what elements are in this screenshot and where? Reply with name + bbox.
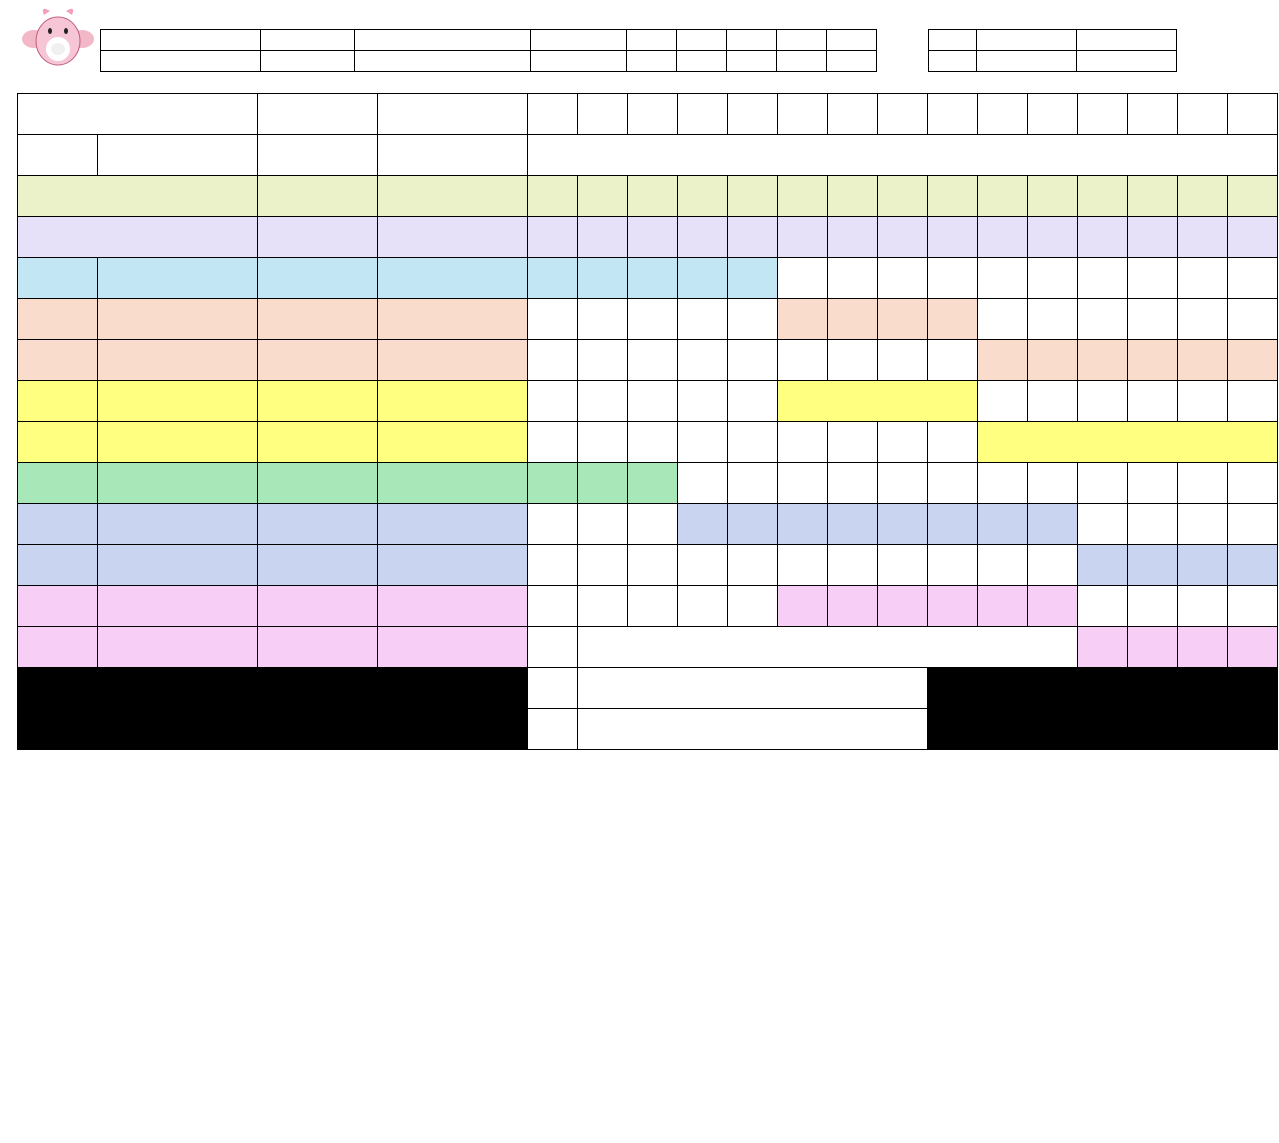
empty-cell xyxy=(778,258,828,299)
table-row xyxy=(18,504,1278,545)
level-value-cell xyxy=(828,176,878,217)
empty-cell xyxy=(678,381,728,422)
stats-table xyxy=(17,93,1278,750)
level-value-cell xyxy=(1028,709,1078,750)
empty-cell xyxy=(678,340,728,381)
level-value-cell xyxy=(1178,340,1228,381)
level-header xyxy=(978,94,1028,135)
level-value-cell xyxy=(878,504,928,545)
empty-cell xyxy=(1128,463,1178,504)
info-header xyxy=(531,30,627,51)
level-value-cell xyxy=(1228,709,1278,750)
info-header xyxy=(355,30,531,51)
level-value-cell xyxy=(678,504,728,545)
empty-cell xyxy=(1028,463,1078,504)
normal-attack-target xyxy=(258,176,378,217)
empty-cell xyxy=(778,340,828,381)
level-value-cell xyxy=(828,504,878,545)
info-value xyxy=(531,51,627,72)
level-value-cell xyxy=(778,299,828,340)
level-value-cell xyxy=(978,504,1028,545)
empty-cell xyxy=(928,545,978,586)
skill-cc xyxy=(378,258,528,299)
info-value xyxy=(777,51,827,72)
level-value-cell xyxy=(1028,340,1078,381)
trait-label xyxy=(18,135,98,176)
skill-name xyxy=(98,627,258,668)
empty-cell xyxy=(628,586,678,627)
empty-cell xyxy=(1228,381,1278,422)
level-value-cell xyxy=(678,217,728,258)
empty-cell xyxy=(828,422,878,463)
level-value-cell xyxy=(728,258,778,299)
info-value xyxy=(261,51,355,72)
table-row xyxy=(18,94,1278,135)
empty-cell xyxy=(978,381,1028,422)
empty-cell xyxy=(628,340,678,381)
buff-cell xyxy=(778,381,978,422)
unite-cc xyxy=(378,709,528,750)
level-value-cell xyxy=(928,299,978,340)
level-value-cell xyxy=(928,709,978,750)
empty-cell xyxy=(978,258,1028,299)
table-row xyxy=(18,299,1278,340)
info-value xyxy=(101,51,261,72)
level-value-cell xyxy=(978,709,1028,750)
empty-cell xyxy=(1028,258,1078,299)
skill-name xyxy=(98,258,258,299)
empty-cell xyxy=(628,545,678,586)
skill-cc xyxy=(378,504,528,545)
level-value-cell xyxy=(978,340,1028,381)
level-value-cell xyxy=(1128,217,1178,258)
skill-level xyxy=(18,463,98,504)
empty-cell xyxy=(878,545,928,586)
empty-cell xyxy=(928,340,978,381)
level-value-cell xyxy=(1028,504,1078,545)
enhanced-attack-target xyxy=(258,217,378,258)
level-header xyxy=(828,94,878,135)
empty-cell xyxy=(1028,545,1078,586)
shield-sum-label xyxy=(578,668,928,709)
skill-name xyxy=(98,381,258,422)
info-header xyxy=(727,30,777,51)
level-value-cell xyxy=(1028,217,1078,258)
skill-cc xyxy=(378,299,528,340)
skill-name xyxy=(98,504,258,545)
level-value-cell xyxy=(528,176,578,217)
skill-level xyxy=(18,504,98,545)
level-value-cell xyxy=(1128,709,1178,750)
character-info-table xyxy=(100,29,877,72)
level-header xyxy=(628,94,678,135)
level-value-cell xyxy=(528,463,578,504)
empty-cell xyxy=(528,299,578,340)
level-value-cell xyxy=(728,176,778,217)
empty-cell xyxy=(728,299,778,340)
level-value-cell xyxy=(1078,668,1128,709)
empty-cell xyxy=(1178,504,1228,545)
empty-cell xyxy=(528,381,578,422)
empty-cell xyxy=(678,586,728,627)
empty-cell xyxy=(928,258,978,299)
level-value-cell xyxy=(778,504,828,545)
unite-title xyxy=(18,668,528,709)
skill-name xyxy=(98,422,258,463)
level-value-cell xyxy=(1128,340,1178,381)
level-value-cell xyxy=(578,176,628,217)
empty-cell xyxy=(1178,381,1228,422)
table-row xyxy=(18,217,1278,258)
level-header xyxy=(528,94,578,135)
evo-header xyxy=(1077,30,1177,51)
skill-name xyxy=(98,299,258,340)
level-value-cell xyxy=(928,217,978,258)
trait-cc xyxy=(378,135,528,176)
level-value-cell xyxy=(878,217,928,258)
info-header xyxy=(261,30,355,51)
level-value-cell xyxy=(978,217,1028,258)
level-value-cell xyxy=(1078,627,1128,668)
empty-cell xyxy=(728,340,778,381)
empty-cell xyxy=(878,258,928,299)
level-value-cell xyxy=(1228,627,1278,668)
skill-target xyxy=(258,545,378,586)
level-value-cell xyxy=(528,217,578,258)
cc-header xyxy=(378,94,528,135)
empty-cell xyxy=(1228,299,1278,340)
skill-target xyxy=(258,504,378,545)
empty-cell xyxy=(678,299,728,340)
level-value-cell xyxy=(1228,217,1278,258)
info-value xyxy=(677,51,727,72)
empty-cell xyxy=(1128,258,1178,299)
empty-cell xyxy=(678,545,728,586)
empty-cell xyxy=(528,340,578,381)
empty-cell xyxy=(1128,299,1178,340)
skill-level xyxy=(18,258,98,299)
level-header xyxy=(678,94,728,135)
level-header xyxy=(1028,94,1078,135)
level-value-cell xyxy=(528,258,578,299)
happiny-sprite xyxy=(22,3,94,69)
empty-cell xyxy=(728,463,778,504)
level-value-cell xyxy=(1178,709,1228,750)
skill-target xyxy=(258,258,378,299)
trait-target xyxy=(258,135,378,176)
skill-level xyxy=(18,422,98,463)
level-value-cell xyxy=(828,299,878,340)
skill-cc xyxy=(378,545,528,586)
empty-cell xyxy=(528,586,578,627)
table-row xyxy=(18,586,1278,627)
empty-cell xyxy=(728,586,778,627)
skill-target xyxy=(258,340,378,381)
level-value-cell xyxy=(1228,668,1278,709)
empty-cell xyxy=(728,381,778,422)
level-value-cell xyxy=(678,258,728,299)
info-header xyxy=(101,30,261,51)
empty-cell xyxy=(578,504,628,545)
empty-cell xyxy=(1078,381,1128,422)
empty-cell xyxy=(728,545,778,586)
empty-cell xyxy=(1078,258,1128,299)
empty-cell xyxy=(1178,463,1228,504)
skill-target xyxy=(258,463,378,504)
level-value-cell xyxy=(678,176,728,217)
empty-cell xyxy=(528,504,578,545)
empty-cell xyxy=(528,627,578,668)
evo-value xyxy=(1077,51,1177,72)
empty-cell xyxy=(678,422,728,463)
unite-target xyxy=(258,709,378,750)
unite-name xyxy=(98,709,258,750)
enhanced-attack-name xyxy=(18,217,258,258)
table-row xyxy=(18,340,1278,381)
empty-cell xyxy=(1178,299,1228,340)
level-value-cell xyxy=(1228,176,1278,217)
level-value-cell xyxy=(928,176,978,217)
evolution-table xyxy=(928,29,1177,72)
empty-cell xyxy=(778,422,828,463)
table-row xyxy=(18,381,1278,422)
evo-value xyxy=(929,51,977,72)
skill-target xyxy=(258,422,378,463)
level-value-cell xyxy=(728,217,778,258)
table-row xyxy=(18,463,1278,504)
level-header xyxy=(778,94,828,135)
empty-cell xyxy=(778,463,828,504)
skill-level xyxy=(18,586,98,627)
level-value-cell xyxy=(578,258,628,299)
level-value-cell xyxy=(1078,340,1128,381)
table-row xyxy=(18,668,1278,709)
level-value-cell xyxy=(1178,176,1228,217)
evo-header xyxy=(977,30,1077,51)
empty-cell xyxy=(1078,504,1128,545)
empty-cell xyxy=(1228,504,1278,545)
target-header xyxy=(258,94,378,135)
empty-cell xyxy=(978,545,1028,586)
empty-cell xyxy=(878,586,928,627)
empty-cell xyxy=(828,545,878,586)
skill-level xyxy=(18,627,98,668)
empty-cell xyxy=(1128,381,1178,422)
level-value-cell xyxy=(1078,545,1128,586)
empty-cell xyxy=(1028,586,1078,627)
skill-level xyxy=(18,299,98,340)
skill-level xyxy=(18,381,98,422)
info-value xyxy=(627,51,677,72)
skill-cc xyxy=(378,340,528,381)
empty-cell xyxy=(778,545,828,586)
empty-cell xyxy=(528,668,578,709)
level-value-cell xyxy=(878,299,928,340)
normal-attack-name xyxy=(18,176,258,217)
enhanced-attack-cc xyxy=(378,217,528,258)
table-row xyxy=(18,627,1278,668)
level-value-cell xyxy=(828,217,878,258)
level-value-cell xyxy=(928,668,978,709)
level-header xyxy=(578,94,628,135)
empty-cell xyxy=(628,299,678,340)
empty-cell xyxy=(578,422,628,463)
level-value-cell xyxy=(628,258,678,299)
empty-cell xyxy=(1128,586,1178,627)
empty-cell xyxy=(578,381,628,422)
empty-cell xyxy=(828,340,878,381)
empty-cell xyxy=(528,709,578,750)
empty-cell xyxy=(928,463,978,504)
empty-cell xyxy=(1128,504,1178,545)
level-header xyxy=(878,94,928,135)
level-value-cell xyxy=(878,176,928,217)
skill-level xyxy=(18,545,98,586)
empty-cell xyxy=(878,422,928,463)
empty-cell xyxy=(728,422,778,463)
empty-cell xyxy=(778,586,828,627)
empty-cell xyxy=(978,586,1028,627)
info-header xyxy=(777,30,827,51)
empty-cell xyxy=(578,299,628,340)
level-value-cell xyxy=(928,504,978,545)
skill-target xyxy=(258,627,378,668)
skill-cc xyxy=(378,381,528,422)
empty-cell xyxy=(928,586,978,627)
skill-level xyxy=(18,340,98,381)
level-header xyxy=(1078,94,1128,135)
level-value-cell xyxy=(1028,668,1078,709)
table-row xyxy=(18,709,1278,750)
empty-cell xyxy=(628,381,678,422)
table-row xyxy=(18,422,1278,463)
empty-cell xyxy=(628,422,678,463)
level-value-cell xyxy=(628,217,678,258)
level-value-cell xyxy=(978,176,1028,217)
level-value-cell xyxy=(628,176,678,217)
info-value xyxy=(827,51,877,72)
level-value-cell xyxy=(628,463,678,504)
skill-target xyxy=(258,381,378,422)
level-value-cell xyxy=(1128,176,1178,217)
shield-label xyxy=(578,627,1078,668)
empty-cell xyxy=(678,463,728,504)
level-value-cell xyxy=(728,504,778,545)
empty-cell xyxy=(1228,586,1278,627)
empty-cell xyxy=(878,463,928,504)
empty-cell xyxy=(828,586,878,627)
empty-cell xyxy=(1178,586,1228,627)
dash-damage-label xyxy=(578,709,928,750)
level-value-cell xyxy=(1128,627,1178,668)
empty-cell xyxy=(828,463,878,504)
level-value-cell xyxy=(1178,627,1228,668)
trait-desc xyxy=(528,135,1278,176)
empty-cell xyxy=(1228,463,1278,504)
level-value-cell xyxy=(1128,668,1178,709)
level-header xyxy=(1128,94,1178,135)
skill-cc xyxy=(378,627,528,668)
table-row xyxy=(18,545,1278,586)
empty-cell xyxy=(578,545,628,586)
unite-level xyxy=(18,709,98,750)
table-row xyxy=(18,135,1278,176)
empty-cell xyxy=(828,258,878,299)
table-row xyxy=(18,176,1278,217)
trait-name xyxy=(98,135,258,176)
level-value-cell xyxy=(1228,340,1278,381)
level-value-cell xyxy=(1078,176,1128,217)
evo-header xyxy=(929,30,977,51)
empty-cell xyxy=(1078,586,1128,627)
buff-cell xyxy=(978,422,1278,463)
empty-cell xyxy=(1078,463,1128,504)
empty-cell xyxy=(628,504,678,545)
empty-cell xyxy=(578,586,628,627)
table-row xyxy=(18,258,1278,299)
empty-cell xyxy=(528,545,578,586)
level-value-cell xyxy=(978,668,1028,709)
level-value-cell xyxy=(778,217,828,258)
info-value xyxy=(727,51,777,72)
skill-cc xyxy=(378,586,528,627)
level-value-cell xyxy=(1178,545,1228,586)
info-header xyxy=(827,30,877,51)
empty-cell xyxy=(928,422,978,463)
level-value-cell xyxy=(578,463,628,504)
level-value-cell xyxy=(1178,668,1228,709)
empty-cell xyxy=(1028,299,1078,340)
skill-name xyxy=(98,586,258,627)
skill-name xyxy=(98,463,258,504)
skill-name xyxy=(98,545,258,586)
skill-cc xyxy=(378,463,528,504)
level-header xyxy=(728,94,778,135)
info-header xyxy=(627,30,677,51)
empty-cell xyxy=(1178,258,1228,299)
empty-cell xyxy=(1028,381,1078,422)
empty-cell xyxy=(978,299,1028,340)
empty-cell xyxy=(978,463,1028,504)
evo-value xyxy=(977,51,1077,72)
empty-cell xyxy=(1078,299,1128,340)
level-value-cell xyxy=(578,217,628,258)
normal-attack-cc xyxy=(378,176,528,217)
skill-cc xyxy=(378,422,528,463)
skill-target xyxy=(258,586,378,627)
empty-cell xyxy=(878,340,928,381)
skill-target xyxy=(258,299,378,340)
info-header xyxy=(677,30,727,51)
level-value-cell xyxy=(1178,217,1228,258)
level-value-cell xyxy=(1078,217,1128,258)
waza-header xyxy=(18,94,258,135)
level-header xyxy=(1178,94,1228,135)
skill-name xyxy=(98,340,258,381)
empty-cell xyxy=(1228,258,1278,299)
empty-cell xyxy=(578,340,628,381)
level-header xyxy=(928,94,978,135)
level-value-cell xyxy=(778,176,828,217)
level-value-cell xyxy=(1078,709,1128,750)
info-value xyxy=(355,51,531,72)
empty-cell xyxy=(528,422,578,463)
level-value-cell xyxy=(1028,176,1078,217)
level-value-cell xyxy=(1128,545,1178,586)
level-header xyxy=(1228,94,1278,135)
level-value-cell xyxy=(1228,545,1278,586)
